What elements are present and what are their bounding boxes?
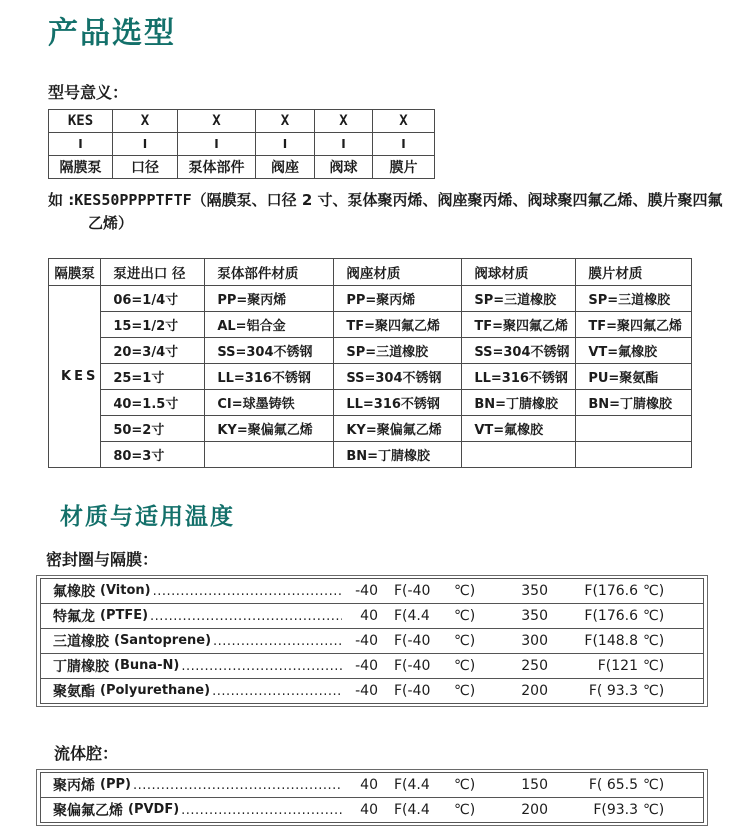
high-temp-c-open: F( 93.3 bbox=[588, 682, 638, 699]
material-name-en: (PTFE) bbox=[100, 608, 149, 623]
low-temp-c-open: F(4.4 bbox=[394, 776, 430, 793]
cell-size: 80=3寸 bbox=[101, 441, 205, 467]
cell-size: 15=1/2寸 bbox=[101, 311, 205, 337]
seal-diaphragm-table bbox=[36, 575, 708, 707]
low-temp-c-open: F(-40 bbox=[394, 632, 431, 649]
table-row bbox=[49, 415, 692, 441]
low-temp-c-unit: ℃) bbox=[454, 801, 476, 818]
high-temp-f: 350 bbox=[521, 582, 548, 599]
high-temp-c-open: F(176.6 bbox=[584, 607, 638, 624]
page-title: 产品选型 bbox=[48, 16, 176, 51]
material-name: 特氟龙 bbox=[53, 608, 95, 625]
table-row bbox=[49, 441, 692, 467]
low-temp-c-open: F(-40 bbox=[394, 682, 431, 699]
high-temp-f: 150 bbox=[521, 776, 548, 793]
high-temp-c-unit: ℃) bbox=[643, 607, 665, 624]
cell-size: 25=1寸 bbox=[101, 363, 205, 389]
material-name-en: (Buna-N) bbox=[114, 658, 180, 673]
cell-body: SS=304不锈钢 bbox=[205, 337, 334, 363]
cell-size: 06=1/4寸 bbox=[101, 285, 205, 311]
cell-size: 20=3/4寸 bbox=[101, 337, 205, 363]
material-name-en: (Polyurethane) bbox=[100, 683, 211, 698]
material-temp-row bbox=[40, 603, 704, 629]
model-name-cell: 阀球 bbox=[315, 156, 373, 179]
model-bar-row bbox=[49, 133, 435, 156]
example-model-code: KES50PPPPTFTF bbox=[74, 191, 192, 209]
high-temp-c-open: F(176.6 bbox=[584, 582, 638, 599]
high-temp-f: 200 bbox=[521, 801, 548, 818]
section-title-materials: 材质与适用温度 bbox=[60, 503, 235, 530]
model-bar-cell: I bbox=[373, 133, 435, 156]
high-temp-c-unit: ℃) bbox=[643, 682, 665, 699]
material-temp-row bbox=[40, 678, 704, 704]
cell-diaphragm bbox=[576, 415, 692, 441]
cell-ball bbox=[462, 441, 576, 467]
low-temp-c-open: F(4.4 bbox=[394, 801, 430, 818]
material-name: 聚丙烯 bbox=[53, 777, 95, 794]
low-temp-c-unit: ℃) bbox=[454, 607, 476, 624]
high-temp-c-unit: ℃) bbox=[643, 776, 665, 793]
header-seat-material: 阀座材质 bbox=[334, 258, 462, 285]
high-temp-c-unit: ℃) bbox=[643, 632, 665, 649]
high-temp-c-open: F( 65.5 bbox=[588, 776, 638, 793]
model-bar-cell: I bbox=[178, 133, 256, 156]
cell-body: AL=铝合金 bbox=[205, 311, 334, 337]
example-prefix: 如 : bbox=[48, 191, 75, 209]
cell-ball: BN=丁腈橡胶 bbox=[462, 389, 576, 415]
table-row bbox=[49, 363, 692, 389]
cell-body: CI=球墨铸铁 bbox=[205, 389, 334, 415]
selection-header-row bbox=[49, 258, 692, 285]
model-bar-cell: I bbox=[315, 133, 373, 156]
cell-diaphragm: VT=氟橡胶 bbox=[576, 337, 692, 363]
model-name-cell: 口径 bbox=[113, 156, 178, 179]
low-temp-f: 40 bbox=[360, 776, 378, 793]
model-code-cell: X bbox=[315, 110, 373, 133]
cell-body: LL=316不锈钢 bbox=[205, 363, 334, 389]
high-temp-c-unit: ℃) bbox=[643, 801, 665, 818]
model-bar-cell: I bbox=[49, 133, 113, 156]
header-port-size: 泵进出口 径 bbox=[101, 258, 205, 285]
cell-seat: BN=丁腈橡胶 bbox=[334, 441, 462, 467]
cell-body: KY=聚偏氟乙烯 bbox=[205, 415, 334, 441]
model-code-cell: KES bbox=[49, 110, 113, 133]
low-temp-c-unit: ℃) bbox=[454, 632, 476, 649]
table-row bbox=[49, 337, 692, 363]
material-temp-row bbox=[40, 772, 704, 798]
low-temp-c-open: F(-40 bbox=[394, 657, 431, 674]
model-bar-cell: I bbox=[256, 133, 315, 156]
cell-size: 40=1.5寸 bbox=[101, 389, 205, 415]
high-temp-c-open: F(148.8 bbox=[584, 632, 638, 649]
high-temp-c-unit: ℃) bbox=[643, 657, 665, 674]
cell-seat: TF=聚四氟乙烯 bbox=[334, 311, 462, 337]
high-temp-c-open: F(121 bbox=[597, 657, 638, 674]
cell-size: 50=2寸 bbox=[101, 415, 205, 441]
table-row bbox=[49, 311, 692, 337]
cell-ball: LL=316不锈钢 bbox=[462, 363, 576, 389]
dot-leader bbox=[181, 802, 342, 818]
header-pump: 隔膜泵 bbox=[49, 258, 101, 285]
low-temp-f: -40 bbox=[355, 657, 378, 674]
low-temp-f: 40 bbox=[360, 607, 378, 624]
cell-ball: SS=304不锈钢 bbox=[462, 337, 576, 363]
model-structure-table bbox=[48, 109, 435, 179]
model-code-cell: X bbox=[256, 110, 315, 133]
material-name: 三道橡胶 bbox=[53, 633, 109, 650]
low-temp-f: 40 bbox=[360, 801, 378, 818]
pump-model-cell: KES bbox=[49, 285, 101, 467]
model-name-cell: 隔膜泵 bbox=[49, 156, 113, 179]
material-temp-row bbox=[40, 797, 704, 823]
seal-diaphragm-label: 密封圈与隔膜： bbox=[46, 549, 159, 569]
high-temp-c-open: F(93.3 bbox=[593, 801, 638, 818]
cell-diaphragm bbox=[576, 441, 692, 467]
model-code-cell: X bbox=[113, 110, 178, 133]
model-name-cell: 阀座 bbox=[256, 156, 315, 179]
example-description: （隔膜泵、口径 2 寸、泵体聚丙烯、阀座聚丙烯、阀球聚四氟乙烯、膜片聚四氟乙烯） bbox=[88, 191, 723, 233]
cell-seat: PP=聚丙烯 bbox=[334, 285, 462, 311]
model-example-text bbox=[48, 189, 724, 236]
cell-ball: VT=氟橡胶 bbox=[462, 415, 576, 441]
low-temp-c-unit: ℃) bbox=[454, 582, 476, 599]
material-name: 丁腈橡胶 bbox=[53, 658, 109, 675]
model-name-row bbox=[49, 156, 435, 179]
material-name-en: (PP) bbox=[100, 777, 131, 792]
model-meaning-label: 型号意义： bbox=[48, 83, 129, 102]
model-code-row bbox=[49, 110, 435, 133]
cell-ball: TF=聚四氟乙烯 bbox=[462, 311, 576, 337]
cell-seat: KY=聚偏氟乙烯 bbox=[334, 415, 462, 441]
low-temp-c-unit: ℃) bbox=[454, 776, 476, 793]
material-name-en: (Viton) bbox=[100, 583, 151, 598]
cell-ball: SP=三道橡胶 bbox=[462, 285, 576, 311]
fluid-chamber-table bbox=[36, 769, 708, 826]
material-name-en: (PVDF) bbox=[128, 802, 180, 817]
dot-leader bbox=[133, 777, 342, 793]
material-name: 氟橡胶 bbox=[53, 583, 95, 600]
model-code-cell: X bbox=[178, 110, 256, 133]
high-temp-f: 300 bbox=[521, 632, 548, 649]
low-temp-f: -40 bbox=[355, 632, 378, 649]
fluid-chamber-label: 流体腔： bbox=[54, 743, 119, 763]
high-temp-f: 250 bbox=[521, 657, 548, 674]
high-temp-f: 350 bbox=[521, 607, 548, 624]
cell-diaphragm: SP=三道橡胶 bbox=[576, 285, 692, 311]
table-row bbox=[49, 285, 692, 311]
cell-diaphragm: BN=丁腈橡胶 bbox=[576, 389, 692, 415]
model-name-cell: 泵体部件 bbox=[178, 156, 256, 179]
material-name: 聚偏氟乙烯 bbox=[53, 802, 123, 819]
table-row bbox=[49, 389, 692, 415]
model-name-cell: 膜片 bbox=[373, 156, 435, 179]
dot-leader bbox=[150, 608, 342, 624]
cell-diaphragm: TF=聚四氟乙烯 bbox=[576, 311, 692, 337]
model-bar-cell: I bbox=[113, 133, 178, 156]
product-selection-table bbox=[48, 258, 692, 468]
header-ball-material: 阀球材质 bbox=[462, 258, 576, 285]
header-diaphragm-material: 膜片材质 bbox=[576, 258, 692, 285]
low-temp-c-open: F(4.4 bbox=[394, 607, 430, 624]
low-temp-c-unit: ℃) bbox=[454, 657, 476, 674]
dot-leader bbox=[213, 633, 342, 649]
model-code-cell: X bbox=[373, 110, 435, 133]
low-temp-c-unit: ℃) bbox=[454, 682, 476, 699]
high-temp-c-unit: ℃) bbox=[643, 582, 665, 599]
material-name: 聚氨酯 bbox=[53, 683, 95, 700]
dot-leader bbox=[212, 683, 342, 699]
material-name-en: (Santoprene) bbox=[114, 633, 212, 648]
material-temp-row bbox=[40, 628, 704, 654]
dot-leader bbox=[181, 658, 342, 674]
low-temp-f: -40 bbox=[355, 582, 378, 599]
cell-seat: SS=304不锈钢 bbox=[334, 363, 462, 389]
material-temp-row bbox=[40, 653, 704, 679]
high-temp-f: 200 bbox=[521, 682, 548, 699]
cell-body: PP=聚丙烯 bbox=[205, 285, 334, 311]
cell-seat: LL=316不锈钢 bbox=[334, 389, 462, 415]
cell-diaphragm: PU=聚氨酯 bbox=[576, 363, 692, 389]
material-temp-row bbox=[40, 578, 704, 604]
header-body-material: 泵体部件材质 bbox=[205, 258, 334, 285]
dot-leader bbox=[153, 583, 342, 599]
low-temp-f: -40 bbox=[355, 682, 378, 699]
cell-body bbox=[205, 441, 334, 467]
cell-seat: SP=三道橡胶 bbox=[334, 337, 462, 363]
low-temp-c-open: F(-40 bbox=[394, 582, 431, 599]
